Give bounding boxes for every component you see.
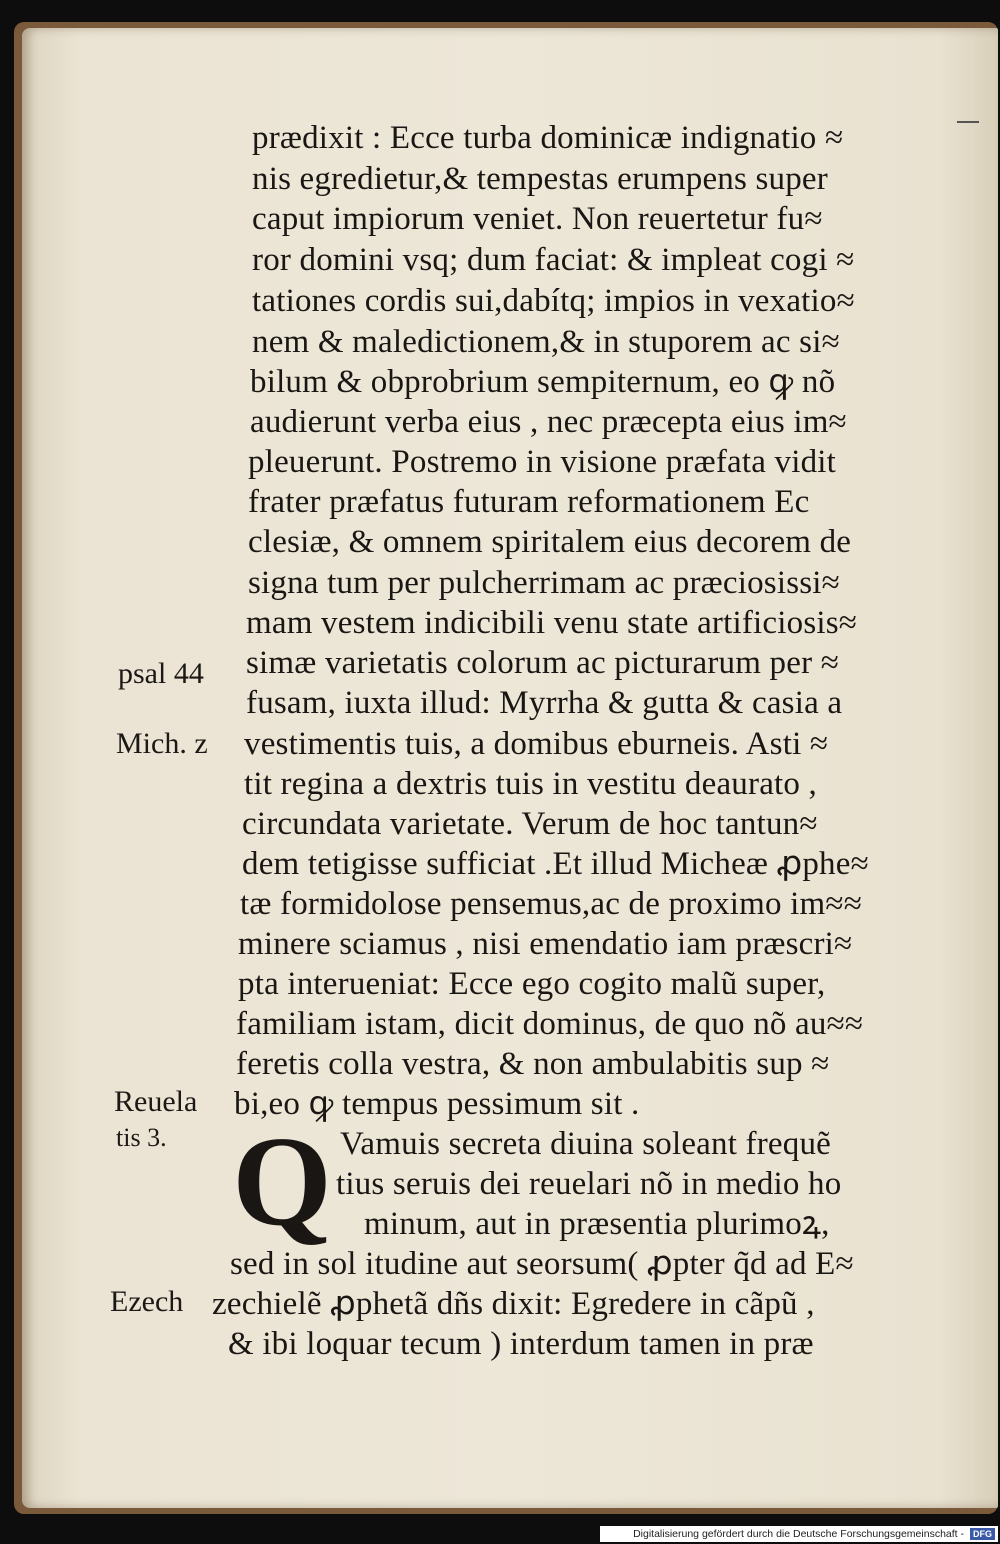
text-line: minere sciamus , nisi emendatio iam præscri≈ <box>238 926 853 962</box>
text-line: prædixit : Ecce turba dominicæ indignatio ≈ <box>252 120 844 156</box>
text-line: bilum & obprobrium sempiternum, eo ꝙ nõ <box>250 364 836 400</box>
text-line: & ibi loquar tecum ) interdum tamen in præ <box>228 1326 814 1362</box>
text-line: nis egredietur,& tempestas erumpens super <box>252 161 828 197</box>
page-mark <box>957 121 979 123</box>
text-line: simæ varietatis colorum ac picturarum per ≈ <box>246 645 840 681</box>
marginal-note-psal: psal 44 <box>118 657 204 690</box>
text-line: dem tetigisse sufficiat .Et illud Micheæ ꝓphe≈ <box>242 846 869 882</box>
text-line: tæ formidolose pensemus,ac de proximo im≈≈ <box>240 886 863 922</box>
drop-cap-initial: Q <box>232 1110 332 1252</box>
text-line: circundata varietate. Verum de hoc tantun≈ <box>242 806 818 842</box>
marginal-note-mich: Mich. z <box>116 727 208 760</box>
text-line: frater præfatus futuram reformationem Ec <box>248 484 810 520</box>
marginal-note-ezech: Ezech <box>110 1285 184 1318</box>
text-line: signa tum per pulcherrimam ac præciosissi≈ <box>248 565 840 601</box>
text-line: tit regina a dextris tuis in vestitu deaurato , <box>244 766 818 802</box>
marginal-note-tis: tis 3. <box>116 1123 167 1152</box>
text-line: clesiæ, & omnem spiritalem eius decorem de <box>248 524 852 560</box>
text-line: caput impiorum veniet. Non reuertetur fu≈ <box>252 201 823 237</box>
text-line: vestimentis tuis, a domibus eburneis. Asti ≈ <box>244 726 829 762</box>
text-line: Vamuis secreta diuina soleant frequẽ <box>340 1126 832 1162</box>
credit-text: Digitalisierung gefördert durch die Deutsche Forschungsgemeinschaft - <box>633 1528 964 1540</box>
marginal-note-reuela: Reuela <box>114 1085 198 1118</box>
text-line: zechielẽ ꝓphetã dñs dixit: Egredere in cãpũ , <box>212 1286 815 1322</box>
dfg-logo: DFG <box>970 1528 995 1540</box>
text-line: mam vestem indicibili venu state artificiosis≈ <box>246 605 858 641</box>
text-line: familiam istam, dicit dominus, de quo nõ au≈≈ <box>236 1006 864 1042</box>
digitization-credit <box>600 1526 998 1542</box>
text-line: minum, aut in præsentia plurimoꝝ, <box>364 1206 830 1242</box>
text-line: bi,eo ꝙ tempus pessimum sit . <box>234 1086 640 1122</box>
text-line: feretis colla vestra, & non ambulabitis sup ≈ <box>236 1046 830 1082</box>
text-line: pleuerunt. Postremo in visione præfata vidit <box>248 444 837 480</box>
text-line: pta interueniat: Ecce ego cogito malũ super, <box>238 966 826 1002</box>
text-line: nem & maledictionem,& in stuporem ac si≈ <box>252 324 840 360</box>
text-line: audierunt verba eius , nec præcepta eius im≈ <box>250 404 847 440</box>
text-line: tationes cordis sui,dabítq; impios in vexatio≈ <box>252 283 855 319</box>
text-line: ror domini vsq; dum faciat: & impleat cogi ≈ <box>252 242 855 278</box>
text-line: fusam, iuxta illud: Myrrha & gutta & casia a <box>246 685 843 721</box>
text-line: sed in sol itudine aut seorsum( ꝓpter q̃d ad E≈ <box>230 1246 854 1282</box>
text-line: tius seruis dei reuelari nõ in medio ho <box>336 1166 842 1202</box>
